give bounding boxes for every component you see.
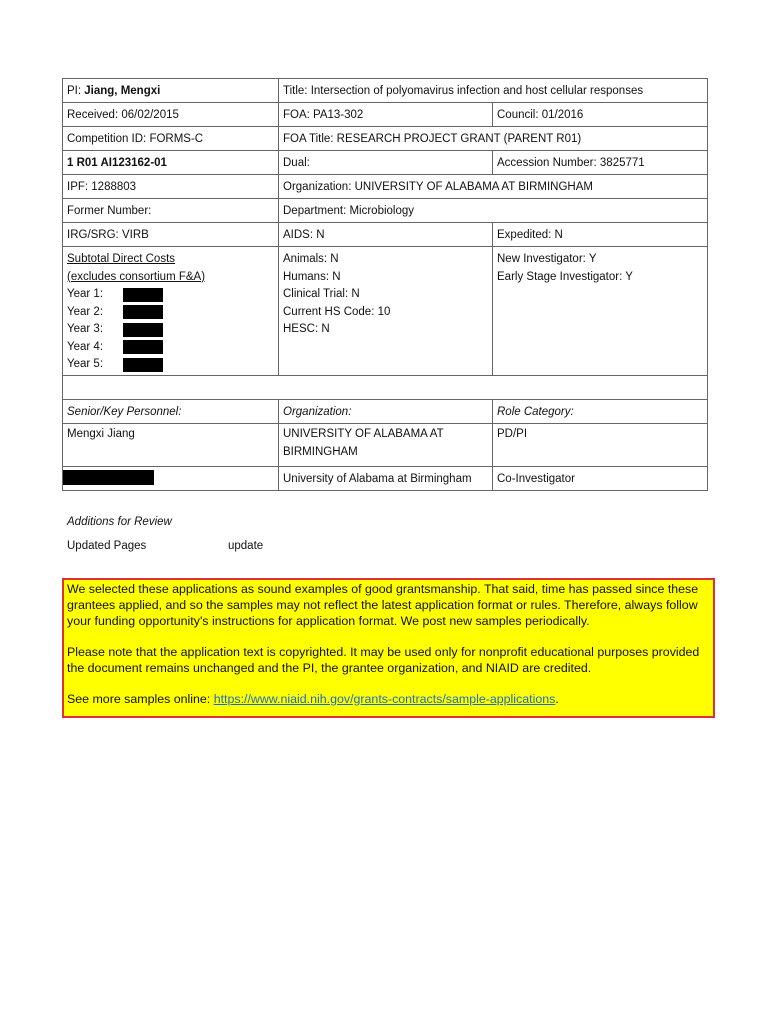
animals: Animals: N	[283, 253, 339, 265]
year-row	[67, 286, 274, 304]
notice-box	[62, 578, 715, 718]
organization-header: Organization:	[279, 400, 493, 424]
personnel-name-redacted	[63, 467, 279, 491]
notice-paragraph: Please note that the application text is copyrighted. It may be used only for nonprofit educational purposes provided the document remains unchanged and the PI, the grantee organization, and NIAID are credited.	[67, 645, 700, 675]
dual: Dual:	[279, 151, 493, 175]
title-cell: Title: Intersection of polyomavirus infection and host cellular responses	[279, 79, 708, 103]
received: Received: 06/02/2015	[63, 103, 279, 127]
organization: Organization: UNIVERSITY OF ALABAMA AT BIRMINGHAM	[279, 175, 708, 199]
year-row	[67, 304, 274, 322]
costs-subtitle: (excludes consortium F&A)	[67, 270, 206, 283]
humans: Humans: N	[283, 270, 341, 283]
hesc: HESC: N	[283, 323, 330, 335]
year-label: Year 2:	[67, 305, 104, 318]
personnel-org: UNIVERSITY OF ALABAMA AT BIRMINGHAM	[279, 424, 493, 467]
clinical-trial: Clinical Trial: N	[283, 288, 360, 300]
aids: AIDS: N	[279, 223, 493, 247]
personnel-name: Mengxi Jiang	[63, 424, 279, 467]
samples-link[interactable]: https://www.niaid.nih.gov/grants-contracts/sample-applications	[213, 692, 556, 706]
blank-row	[63, 376, 708, 400]
redaction	[123, 340, 163, 354]
costs-title: Subtotal Direct Costs	[67, 253, 176, 265]
redaction	[123, 288, 163, 302]
personnel-org: University of Alabama at Birmingham	[279, 467, 493, 491]
competition-id: Competition ID: FORMS-C	[63, 127, 279, 151]
notice-prefix: See more samples online:	[67, 692, 214, 706]
foa-title: FOA Title: RESEARCH PROJECT GRANT (PARENT R01)	[279, 127, 708, 151]
pi-cell	[63, 79, 279, 103]
accession: Accession Number: 3825771	[493, 151, 708, 175]
former-number: Former Number:	[63, 199, 279, 223]
year-label: Year 3:	[67, 323, 104, 335]
year-row	[67, 339, 274, 357]
new-investigator: New Investigator: Y	[497, 253, 597, 265]
year-label: Year 1:	[67, 288, 104, 300]
personnel-header: Senior/Key Personnel:	[63, 400, 279, 424]
expedited: Expedited: N	[493, 223, 708, 247]
redaction	[123, 358, 163, 372]
council: Council: 01/2016	[493, 103, 708, 127]
redaction	[123, 305, 163, 319]
personnel-role: PD/PI	[493, 424, 708, 467]
redaction	[63, 470, 154, 485]
year-row	[67, 356, 274, 374]
ipf: IPF: 1288803	[63, 175, 279, 199]
irg: IRG/SRG: VIRB	[63, 223, 279, 247]
notice-paragraph	[67, 691, 710, 707]
grant-summary-table	[62, 78, 708, 491]
department: Department: Microbiology	[279, 199, 708, 223]
updated-pages-label: Updated Pages	[67, 540, 147, 552]
year-label: Year 5:	[67, 358, 104, 370]
notice-paragraph: We selected these applications as sound examples of good grantsmanship. That said, time has passed since these grantees applied, and so the samples may not reflect the latest application format or rules. Therefore, always follow your funding opportunity's instructions for application format. We post new samples periodically.	[67, 582, 699, 628]
direct-costs-cell	[63, 247, 279, 376]
subjects-cell	[279, 247, 493, 376]
redaction	[123, 323, 163, 337]
additions-title: Additions for Review	[67, 516, 172, 528]
early-stage-investigator: Early Stage Investigator: Y	[497, 270, 633, 283]
pi-name: Jiang, Mengxi	[84, 84, 161, 97]
pi-label: PI:	[67, 84, 82, 97]
year-row	[67, 321, 274, 339]
updated-pages-value: update	[228, 540, 264, 552]
year-label: Year 4:	[67, 340, 104, 353]
personnel-role: Co-Investigator	[493, 467, 708, 491]
notice-suffix: .	[555, 692, 559, 706]
grant-number	[63, 151, 279, 175]
hs-code: Current HS Code: 10	[283, 305, 391, 318]
foa: FOA: PA13-302	[279, 103, 493, 127]
role-header: Role Category:	[493, 400, 708, 424]
investigator-cell	[493, 247, 708, 376]
grant-number-text: 1 R01 AI123162-01	[67, 156, 167, 169]
